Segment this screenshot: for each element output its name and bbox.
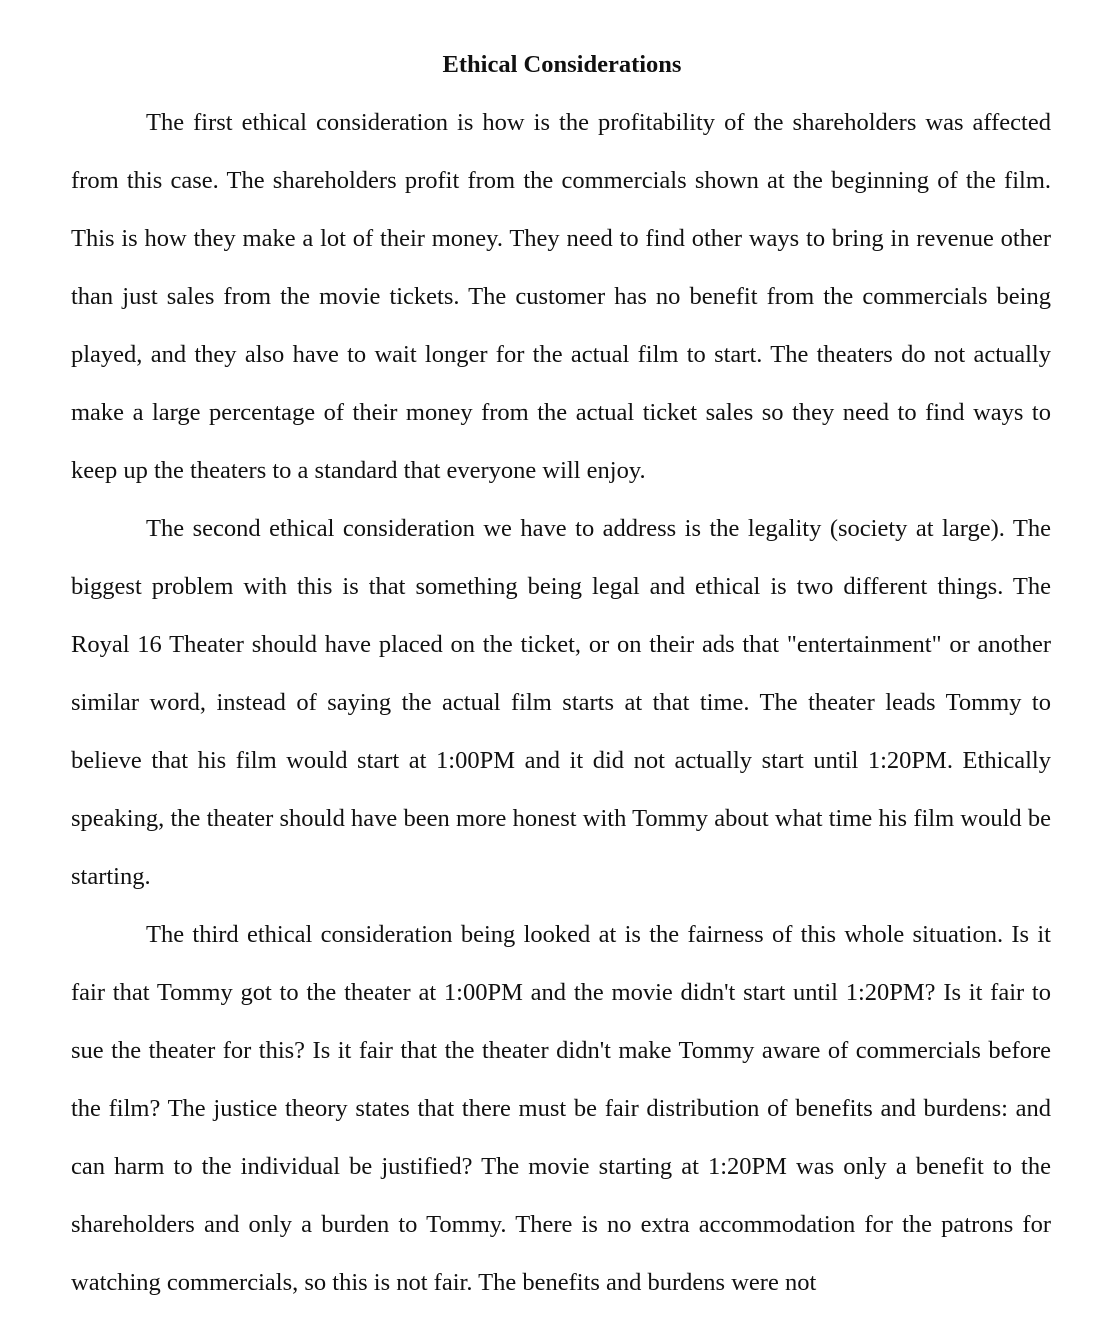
document-page [71,44,1051,1312]
paragraph-fairness: The third ethical consideration being looked at is the fairness of this whole situation. Is it fair that Tommy got to the theater at 1:00PM and the movie didn't start until 1:20PM? Is it fair to sue the theater for this? Is it fair that the theater didn't make Tommy aware of commercials before the film? The justice theory states that there must be fair distribution of benefits and burdens: and can harm to the individual be justified? The movie starting at 1:20PM was only a benefit to the shareholders and only a burden to Tommy. There is no extra accommodation for the patrons for watching commercials, so this is not fair. The benefits and burdens were not [71,921,1051,1296]
paragraph-legality: The second ethical consideration we have to address is the legality (society at large). The biggest problem with this is that something being legal and ethical is two different things. The Royal 16 Theater should have placed on the ticket, or on their ads that "entertainment" or another similar word, instead of saying the actual film starts at that time. The theater leads Tommy to believe that his film would start at 1:00PM and it did not actually start until 1:20PM. Ethically speaking, the theater should have been more honest with Tommy about what time his film would be starting. [71,515,1051,890]
paragraph-profitability: The first ethical consideration is how is the profitability of the shareholders was affected from this case. The shareholders profit from the commercials shown at the beginning of the film. This is how they make a lot of their money. They need to find other ways to bring in revenue other than just sales from the movie tickets. The customer has no benefit from the commercials being played, and they also have to wait longer for the actual film to start. The theaters do not actually make a large percentage of their money from the actual ticket sales so they need to find ways to keep up the theaters to a standard that everyone will enjoy. [71,109,1051,484]
page-title: Ethical Considerations [442,51,682,78]
